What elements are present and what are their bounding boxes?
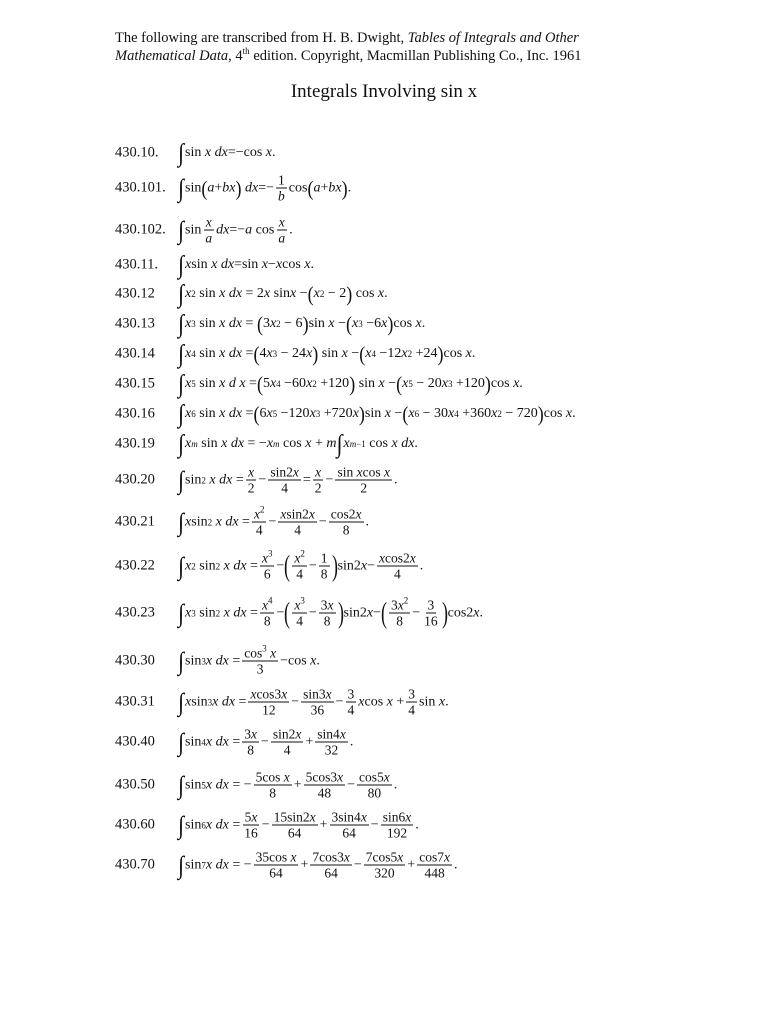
formula: ∫ sin ( a + b x ) dx = − $\frac{1}{b}$ cos ( a + b x ) .: [178, 172, 352, 204]
fraction: $\frac{\sin 3x}{36}$: [303, 686, 332, 718]
formula-number: 430.11.: [115, 256, 158, 273]
page-title: Integrals Involving sin x: [290, 81, 478, 102]
formula: ∫ sin 5 x dx = − $\frac{\text{5cos x}}{8}$ + $\frac{5\cos 3x}{48}$ − $\frac{\cos 5x}{80}$ .: [178, 769, 398, 801]
fraction: $\frac{5\cos 3x}{48}$: [305, 769, 344, 801]
formula-number: 430.50: [115, 776, 155, 793]
formula-row: [0, 641, 768, 681]
fraction: $\frac{\sin 6x}{192}$: [382, 809, 412, 841]
integral-sign: ∫: [178, 399, 185, 428]
integral-sign: ∫: [178, 429, 185, 458]
formula: ∫ x sin 3 x dx = $\frac{xcos3x}{12}$ − $\frac{\sin 3x}{36}$ − $\frac{3}{4}$ x cos x + $\frac{3}{4}$ sin x .: [178, 686, 449, 718]
formula-row: [0, 593, 768, 633]
fraction: $\frac{3}{4}$: [347, 686, 355, 718]
formula: ∫ x sin x dx = sin x − x cos x .: [178, 250, 315, 279]
formula: ∫ x 3 sin 2 x dx = $\frac{x^4}{8}$ − ( $\frac{x^3}{4}$ − $\frac{3x}{8}$ ) sin2 x − ( $\frac{3x^2}{8}$ − $\frac{3}{16}$ ) cos2 x .: [178, 595, 484, 629]
integral-sign: ∫: [178, 770, 185, 799]
fraction: $\frac{xcos3x}{12}$: [250, 686, 288, 718]
integral-sign: ∫: [178, 850, 185, 879]
formula: ∫ x 2 sin x dx = 2 x sin x − ( x 2 − 2 ) cos x .: [178, 279, 388, 308]
integral-sign: ∫: [178, 646, 185, 675]
formula-row: [0, 765, 768, 805]
fraction: $\frac{\text{5cos x}}{8}$: [255, 769, 290, 801]
fraction: $\frac{3x}{8}$: [244, 726, 257, 758]
formula-row: [0, 460, 768, 500]
edition-superscript: th: [242, 46, 250, 56]
formula-number: 430.101.: [115, 179, 166, 196]
fraction: $\frac{3}{4}$: [408, 686, 416, 718]
formula-number: 430.102.: [115, 221, 166, 238]
formula-number: 430.12: [115, 285, 155, 302]
fraction: $\frac{\cos^3 x}{3}$: [244, 643, 277, 677]
fraction: $\frac{3x^2}{8}$: [390, 595, 409, 629]
book-title-part-1: Tables of Integrals and Other: [407, 30, 579, 46]
fraction: $\frac{\text{sin xcos x}}{2}$: [337, 464, 390, 496]
fraction: $\frac{x}{2}$: [247, 464, 255, 496]
integral-sign: ∫: [336, 429, 343, 458]
source-note: [115, 29, 735, 65]
formula-row: [0, 722, 768, 762]
formula-row: [0, 502, 768, 542]
integral-sign: ∫: [178, 598, 185, 627]
formula: ∫ x sin 2 x dx = $\frac{x^2}{4}$ − $\frac{xsin2x}{4}$ − $\frac{\cos 2x}{8}$ .: [178, 504, 370, 538]
fraction: $\frac{\cos 7x}{448}$: [419, 849, 450, 881]
formula-number: 430.21: [115, 513, 155, 530]
fraction: $\frac{x}{2}$: [314, 464, 322, 496]
book-title-part-2: Mathematical Data: [115, 48, 229, 64]
fraction: $\frac{x}{a}$: [278, 214, 286, 246]
fraction: $\frac{7\cos 3x}{64}$: [312, 849, 350, 881]
formula: ∫ x 3 sin x dx = ( 3 x 2 − 6 ) sin x − ( x 3 −6 x ) cos x .: [178, 309, 426, 338]
formula-number: 430.22: [115, 557, 155, 574]
formula: ∫ sin 4 x dx = $\frac{3x}{8}$ − $\frac{\sin 2x}{4}$ + $\frac{\sin 4x}{32}$ .: [178, 726, 354, 758]
fraction: $\frac{\text{35cos x}}{64}$: [255, 849, 297, 881]
source-note-text: The following are transcribed from H. B. Dwight,: [115, 30, 408, 46]
integral-sign: ∫: [178, 507, 185, 536]
formula: ∫ x m sin x dx = − x m cos x + m ∫ x m−1 cos x dx .: [178, 429, 418, 458]
integral-sign: ∫: [178, 727, 185, 756]
formula-number: 430.13: [115, 315, 155, 332]
formula-number: 430.19: [115, 435, 155, 452]
integral-sign: ∫: [178, 309, 185, 338]
integral-sign: ∫: [178, 551, 185, 580]
formula: ∫ x 5 sin x d x = ( 5 x 4 −60 x 2 +120 ) sin x − ( x 5 − 20 x 3 +120 ) cos x .: [178, 369, 523, 398]
formula: ∫ sin x dx = − cos x .: [178, 138, 276, 167]
formula: ∫ x 4 sin x dx = ( 4 x 3 − 24 x ) sin x − ( x 4 −12 x 2 +24 ) cos x .: [178, 339, 476, 368]
edition-text: , 4: [228, 48, 243, 64]
formula-row: [0, 133, 768, 173]
fraction: $\frac{7\cos 5x}{320}$: [365, 849, 404, 881]
fraction: $\frac{x^3}{6}$: [261, 548, 273, 582]
fraction: $\frac{5x}{16}$: [244, 809, 258, 841]
fraction: $\frac{\sin 2x}{4}$: [272, 726, 302, 758]
fraction: $\frac{x}{a}$: [205, 214, 213, 246]
fraction: $\frac{x^3}{4}$: [294, 595, 305, 629]
formula-number: 430.31: [115, 693, 155, 710]
formula-number: 430.40: [115, 733, 155, 750]
fraction: $\frac{\cos 2x}{8}$: [330, 506, 362, 538]
formula-number: 430.60: [115, 816, 155, 833]
formula-number: 430.20: [115, 471, 155, 488]
integral-sign: ∫: [178, 173, 185, 202]
formula-number: 430.30: [115, 652, 155, 669]
formula-number: 430.70: [115, 856, 155, 873]
formula-number: 430.10.: [115, 144, 159, 161]
fraction: $\frac{xcos2x}{4}$: [378, 550, 416, 582]
integral-sign: ∫: [178, 138, 185, 167]
fraction: $\frac{x^4}{8}$: [261, 595, 273, 629]
formula-row: [0, 845, 768, 885]
source-note-line-1: [115, 29, 735, 47]
formula-number: 430.15: [115, 375, 155, 392]
fraction: $\frac{\sin 4x}{32}$: [317, 726, 346, 758]
fraction: $\frac{\sin 2x}{4}$: [270, 464, 299, 496]
formula-row: [0, 546, 768, 586]
source-note-line-2: [115, 47, 735, 65]
integral-sign: ∫: [178, 465, 185, 494]
fraction: $\frac{xsin2x}{4}$: [280, 506, 315, 538]
formula: ∫ sin $\frac{x}{a}$ dx = − a cos $\frac{x}{a}$ .: [178, 214, 293, 246]
formula-row: [0, 210, 768, 250]
copyright-text: edition. Copyright, Macmillan Publishing Co., Inc. 1961: [249, 48, 582, 64]
integral-sign: ∫: [178, 339, 185, 368]
formula: ∫ sin 6 x dx = $\frac{5x}{16}$ − $\frac{15\sin 2x}{64}$ + $\frac{3\sin 4x}{64}$ − $\frac{\sin 6x}{192}$ .: [178, 809, 419, 841]
formula-number: 430.14: [115, 345, 155, 362]
integral-sign: ∫: [178, 687, 185, 716]
integral-sign: ∫: [178, 810, 185, 839]
formula-row: [0, 168, 768, 208]
formula-number: 430.23: [115, 604, 155, 621]
formula-row: [0, 805, 768, 845]
formula-row: [0, 424, 768, 464]
fraction: $\frac{3}{16}$: [424, 597, 438, 629]
fraction: $\frac{\cos 5x}{80}$: [359, 769, 390, 801]
fraction: $\frac{15\sin 2x}{64}$: [273, 809, 316, 841]
fraction: $\frac{1}{b}$: [278, 172, 285, 204]
formula: ∫ sin 7 x dx = − $\frac{\text{35cos x}}{64}$ + $\frac{7\cos 3x}{64}$ − $\frac{7\cos 5x}{320}$ + $\frac{\cos 7x}{448}$ .: [178, 849, 458, 881]
formula: ∫ sin 3 x dx = $\frac{\cos^3 x}{3}$ −cos x .: [178, 643, 320, 677]
formula: ∫ sin 2 x dx = $\frac{x}{2}$ − $\frac{\sin 2x}{4}$ = $\frac{x}{2}$ − $\frac{\text{sin xcos x}}{2}$ .: [178, 464, 398, 496]
formula-number: 430.16: [115, 405, 155, 422]
formula: ∫ x 6 sin x dx = ( 6 x 5 −120 x 3 +720 x ) sin x − ( x 6 − 30 x 4 +360 x 2 − 720 ) cos x .: [178, 399, 576, 428]
integral-sign: ∫: [178, 215, 185, 244]
integral-sign: ∫: [178, 250, 185, 279]
fraction: $\frac{3x}{8}$: [320, 597, 334, 629]
formula-row: [0, 682, 768, 722]
fraction: $\frac{1}{8}$: [320, 550, 328, 582]
integral-sign: ∫: [178, 369, 185, 398]
fraction: $\frac{x^2}{4}$: [253, 504, 265, 538]
fraction: $\frac{3\sin 4x}{64}$: [331, 809, 367, 841]
integral-sign: ∫: [178, 279, 185, 308]
fraction: $\frac{x^2}{4}$: [294, 548, 305, 582]
formula: ∫ x 2 sin 2 x dx = $\frac{x^3}{6}$ − ( $\frac{x^2}{4}$ − $\frac{1}{8}$ ) sin2 x − $\frac{xcos2x}{4}$ .: [178, 548, 424, 582]
